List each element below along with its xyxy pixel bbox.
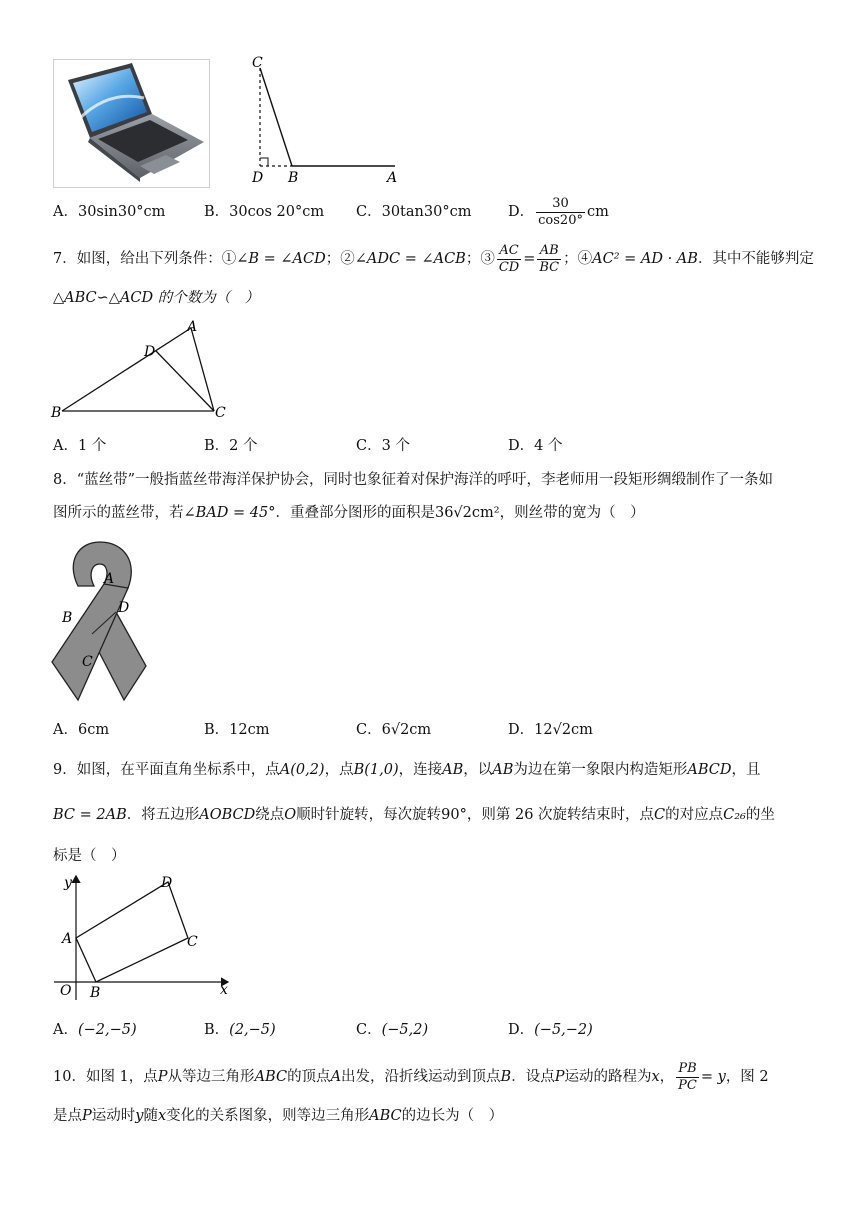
q9-option-a: A．(−2,−5) [53,1022,137,1038]
q8-option-b: B．12cm [204,722,270,738]
label-A: A [387,170,398,186]
label-D: D [161,875,173,891]
q8-stem-line2: 图所示的蓝丝带，若∠BAD = 45°．重叠部分图形的面积是36√2cm²，则丝带的宽为（ ） [53,505,645,521]
q9-option-d: D．(−5,−2) [508,1022,593,1038]
label-B: B [51,405,62,421]
label-C: C [187,934,198,950]
q8-option-c: C．6√2cm [356,722,432,738]
label-D: D [252,170,264,186]
label-B: B [90,985,101,1001]
q7-triangle-figure [50,318,240,422]
q6-option-d: D． $\frac{30}{\cos 20^\circ}$ cm [508,195,609,228]
label-D: D [118,600,130,616]
label-C: C [82,654,93,670]
label-D: D [144,344,156,360]
label-x: x [220,982,228,998]
q6-option-a: A．30sin30°cm [53,204,166,220]
q9-stem-line2: BC = 2AB．将五边形AOBCD绕点O顺时针旋转，每次旋转90°，则第 26 次旋转结束时，点C的对应点C₂₆的坐 [53,807,775,823]
q7-option-a: A．1 个 [53,438,107,454]
q6-option-c: C．30tan30°cm [356,204,472,220]
ribbon-figure [48,538,152,706]
q6-triangle-figure [246,54,406,188]
q6-option-b: B．30cos 20°cm [204,204,325,220]
q9-coordinate-figure [50,870,240,1004]
rectangle-abcd [76,882,188,982]
q9-stem-line3: 标是（ ） [53,848,126,864]
laptop-icon [54,60,209,187]
laptop-image [53,59,210,188]
label-C: C [215,405,226,421]
q9-stem-line1: 9．如图，在平面直角坐标系中，点A(0,2)，点B(1,0)，连接AB，以AB为边在第一象限内构造矩形ABCD，且 [53,762,761,778]
q8-option-a: A．6cm [53,722,110,738]
label-C: C [252,55,263,71]
label-y: y [64,875,72,891]
q10-stem-line2: 是点P运动时y随x变化的关系图象，则等边三角形ABC的边长为（ ） [53,1108,504,1124]
q8-option-d: D．12√2cm [508,722,593,738]
label-B: B [62,610,73,626]
label-A: A [104,571,115,587]
label-O: O [60,983,72,999]
q8-stem-line1: 8．“蓝丝带”一般指蓝丝带海洋保护协会，同时也象征着对保护海洋的呼吁，李老师用一段矩形绸缎制作了一条如 [53,472,774,488]
q10-stem-line1: 10．如图 1，点P从等边三角形ABC的顶点A出发，沿折线运动到顶点B．设点P运动的路程为x， $\frac{PB}{PC}$ = y，图 2 [53,1060,769,1093]
q7-option-c: C．3 个 [356,438,410,454]
q9-option-c: C．(−5,2) [356,1022,429,1038]
q7-stem-line1: 7．如图，给出下列条件：①∠B = ∠ACD；②∠ADC = ∠ACB；③ $\frac{AC}{CD}$ = $\frac{AB}{BC}$ ；④AC² = AD · AB．其中不能够判定 [53,242,814,275]
label-A: A [62,931,73,947]
label-B: B [288,170,299,186]
q9-option-b: B．(2,−5) [204,1022,276,1038]
q7-option-d: D．4 个 [508,438,563,454]
q7-option-b: B．2 个 [204,438,258,454]
q7-stem-line2: △ABC∽△ACD 的个数为（ ） [53,290,260,306]
label-A: A [187,319,198,335]
